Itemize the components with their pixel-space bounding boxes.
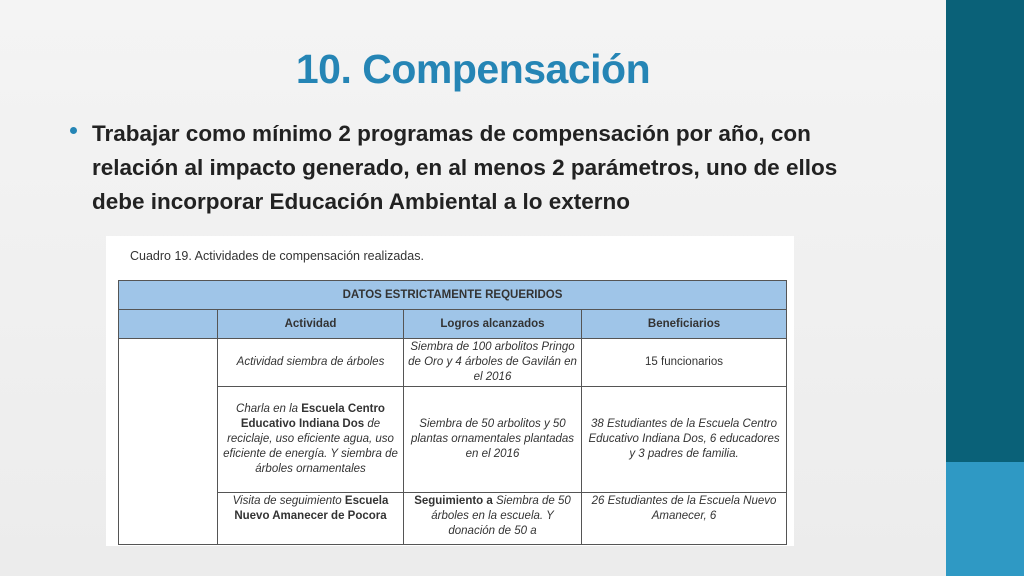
table-figure: [106, 236, 794, 546]
cell-logros: Siembra de 50 arbolitos y 50 plantas ornamentales plantadas en el 2016: [404, 387, 582, 493]
cell-actividad: Actividad siembra de árboles: [218, 339, 404, 387]
requirements-table: [118, 280, 787, 545]
col-header-beneficiarios: Beneficiarios: [582, 310, 787, 339]
bullet-item: [70, 117, 890, 219]
cell-text: Siembra de 50 árboles en la escuela. Y donación de 50 a: [431, 495, 571, 537]
table-row: [119, 493, 787, 545]
cell-beneficiarios: 26 Estudiantes de la Escuela Nuevo Amanecer, 6: [582, 493, 787, 545]
bullet-dot-icon: [70, 127, 77, 134]
cell-beneficiarios: 15 funcionarios: [582, 339, 787, 387]
cell-actividad: [218, 387, 404, 493]
cell-text: de reciclaje, uso eficiente agua, uso eficiente de energía. Y siembra de árboles ornamentales: [223, 418, 398, 475]
col-header-actividad: Actividad: [218, 310, 404, 339]
slide-title: 10. Compensación: [295, 46, 651, 92]
cell-logros: Siembra de 100 arbolitos Pringo de Oro y 4 árboles de Gavilán en el 2016: [404, 339, 582, 387]
table-header-row-columns: [119, 310, 787, 339]
cell-actividad: [218, 493, 404, 545]
table-row: [119, 339, 787, 387]
cell-beneficiarios: 38 Estudiantes de la Escuela Centro Educativo Indiana Dos, 6 educadores y 3 padres de familia.: [582, 387, 787, 493]
cell-text-bold: Escuela Centro Educativo Indiana Dos: [240, 403, 385, 430]
cell-text-bold: Escuela Nuevo Amanecer de Pocora: [234, 495, 389, 522]
col-header-empty: [119, 310, 218, 339]
table-row: [119, 387, 787, 493]
col-header-logros: Logros alcanzados: [404, 310, 582, 339]
side-decor-accent: [946, 462, 1024, 576]
table-header-row-main: [119, 281, 787, 310]
bullet-text: Trabajar como mínimo 2 programas de compensación por año, con relación al impacto generado, en al menos 2 parámetros, uno de ellos debe incorporar Educación Ambiental a lo externo: [92, 121, 838, 214]
cell-text: Visita de seguimiento: [232, 495, 345, 507]
cell-text: Charla en la: [236, 403, 302, 415]
cell-logros: [404, 493, 582, 545]
row-label-cell: [119, 339, 218, 545]
side-decor-bar: [946, 0, 1024, 576]
table-main-header: DATOS ESTRICTAMENTE REQUERIDOS: [119, 281, 787, 310]
cell-text-bold: Seguimiento a: [414, 495, 493, 507]
figure-caption: Cuadro 19. Actividades de compensación realizadas.: [130, 249, 424, 263]
